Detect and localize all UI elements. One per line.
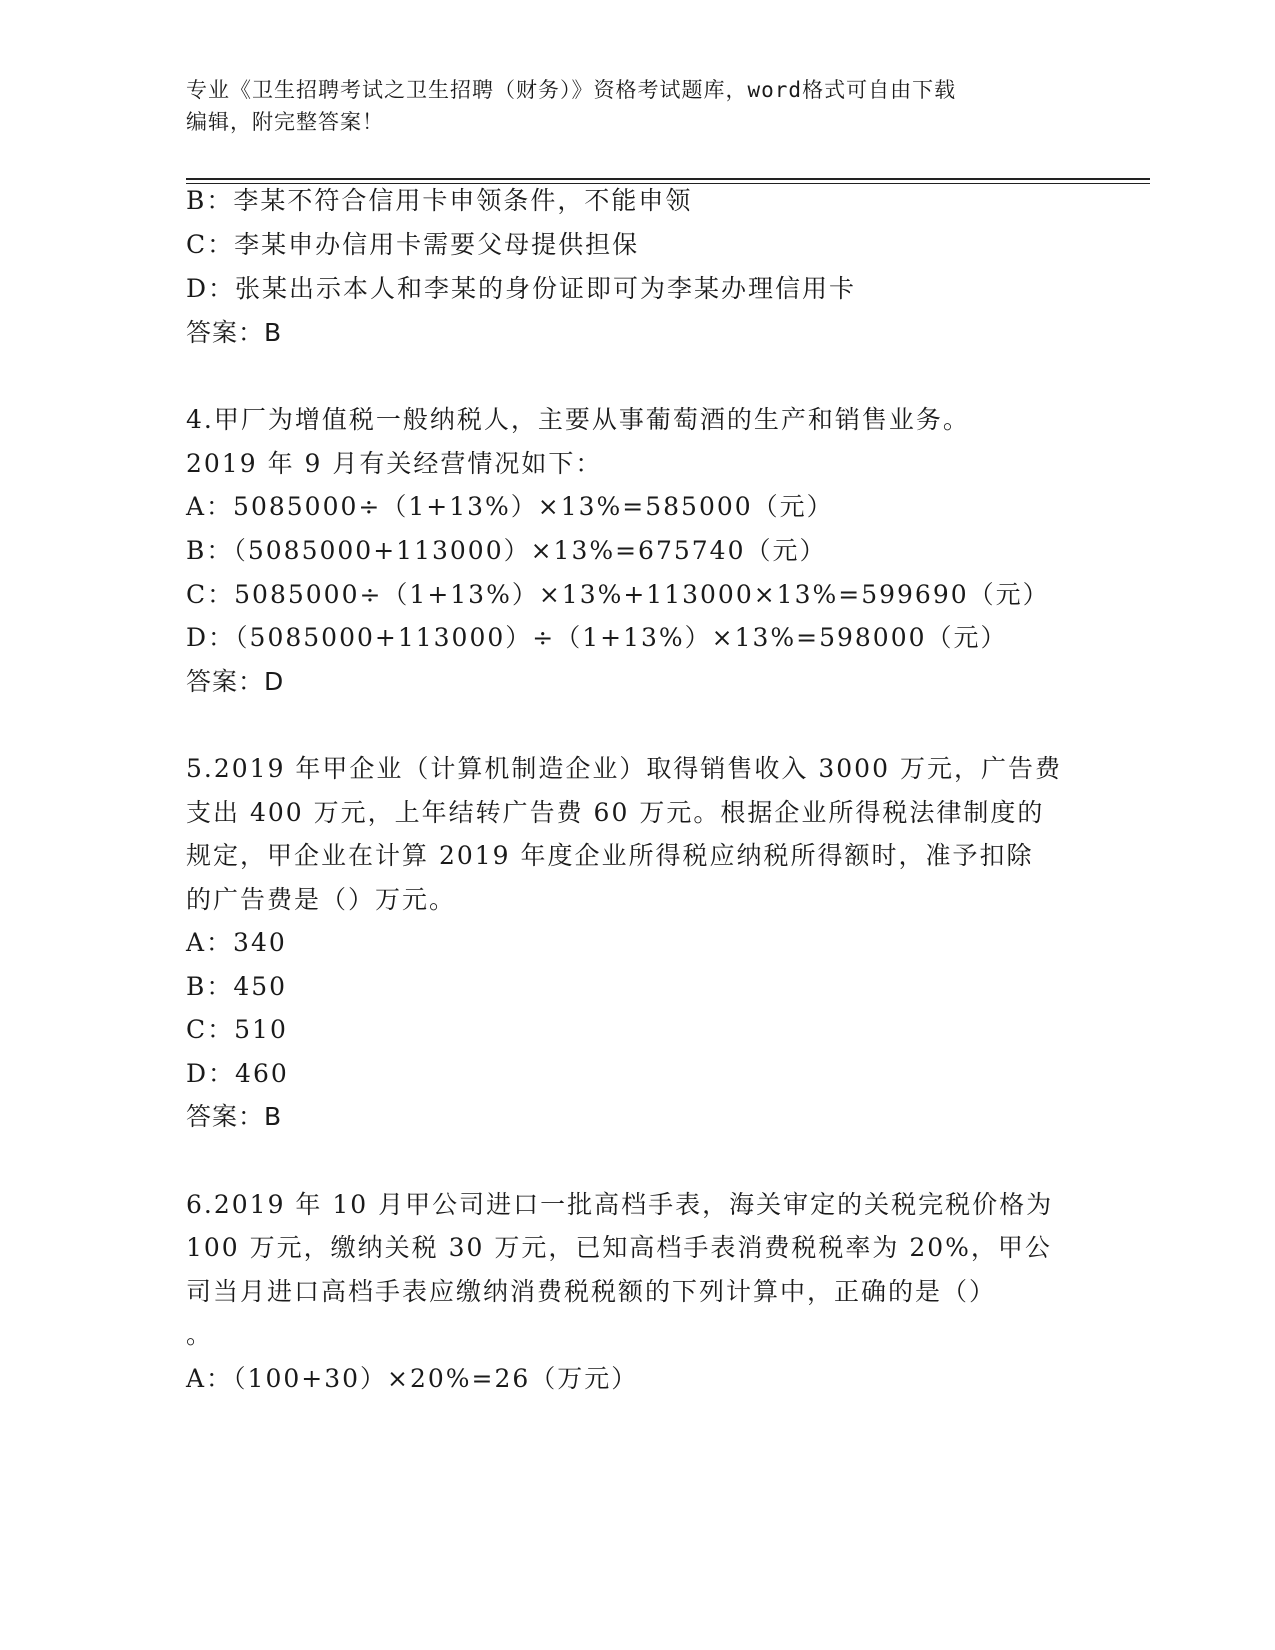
- document-header: [186, 74, 1066, 138]
- q6-stem-line-2: 100 万元，缴纳关税 30 万元，已知高档手表消费税税率为 20%，甲公: [186, 1233, 1052, 1262]
- q4-option-c: C：5085000÷（1+13%）×13%+113000×13%=599690（元）: [186, 580, 1050, 609]
- header-line-2: 编辑，附完整答案！: [186, 110, 384, 134]
- header-divider-thick: [186, 178, 1150, 180]
- q4-answer: 答案：D: [186, 667, 285, 696]
- q4-stem-line-2: 2019 年 9 月有关经营情况如下：: [186, 449, 603, 478]
- q3-answer: 答案：B: [186, 318, 283, 347]
- q6-option-a: A：（100+30）×20%=26（万元）: [186, 1364, 639, 1393]
- q3-option-b: B：李某不符合信用卡申领条件，不能申领: [186, 186, 693, 215]
- q6-stem-line-3: 司当月进口高档手表应缴纳消费税税额的下列计算中，正确的是（）: [186, 1277, 997, 1306]
- q3-option-c: C：李某申办信用卡需要父母提供担保: [186, 230, 640, 259]
- header-line-1: 专业《卫生招聘考试之卫生招聘（财务）》资格考试题库，word格式可自由下载: [186, 78, 957, 102]
- q5-option-b: B：450: [186, 972, 288, 1001]
- q4-option-b: B：（5085000+113000）×13%=675740（元）: [186, 536, 827, 565]
- q3-option-d: D：张某出示本人和李某的身份证即可为李某办理信用卡: [186, 274, 857, 303]
- q5-option-c: C：510: [186, 1015, 288, 1044]
- q5-stem-line-1: 5.2019 年甲企业（计算机制造企业）取得销售收入 3000 万元，广告费: [186, 754, 1062, 783]
- q5-option-d: D：460: [186, 1059, 289, 1088]
- q6-stem-line-1: 6.2019 年 10 月甲公司进口一批高档手表，海关审定的关税完税价格为: [186, 1190, 1054, 1219]
- q5-stem-line-4: 的广告费是（）万元。: [186, 885, 457, 914]
- q4-stem-line-1: 4.甲厂为增值税一般纳税人，主要从事葡萄酒的生产和销售业务。: [186, 405, 970, 434]
- q5-stem-line-3: 规定，甲企业在计算 2019 年度企业所得税应纳税所得额时，准予扣除: [186, 841, 1034, 870]
- q4-option-a: A：5085000÷（1+13%）×13%=585000（元）: [186, 492, 834, 521]
- q6-stem-line-4: 。: [186, 1320, 214, 1349]
- q5-stem-line-2: 支出 400 万元，上年结转广告费 60 万元。根据企业所得税法律制度的: [186, 798, 1045, 827]
- q5-answer: 答案：B: [186, 1102, 283, 1131]
- q5-option-a: A：340: [186, 928, 287, 957]
- q4-option-d: D：（5085000+113000）÷（1+13%）×13%=598000（元）: [186, 623, 1008, 652]
